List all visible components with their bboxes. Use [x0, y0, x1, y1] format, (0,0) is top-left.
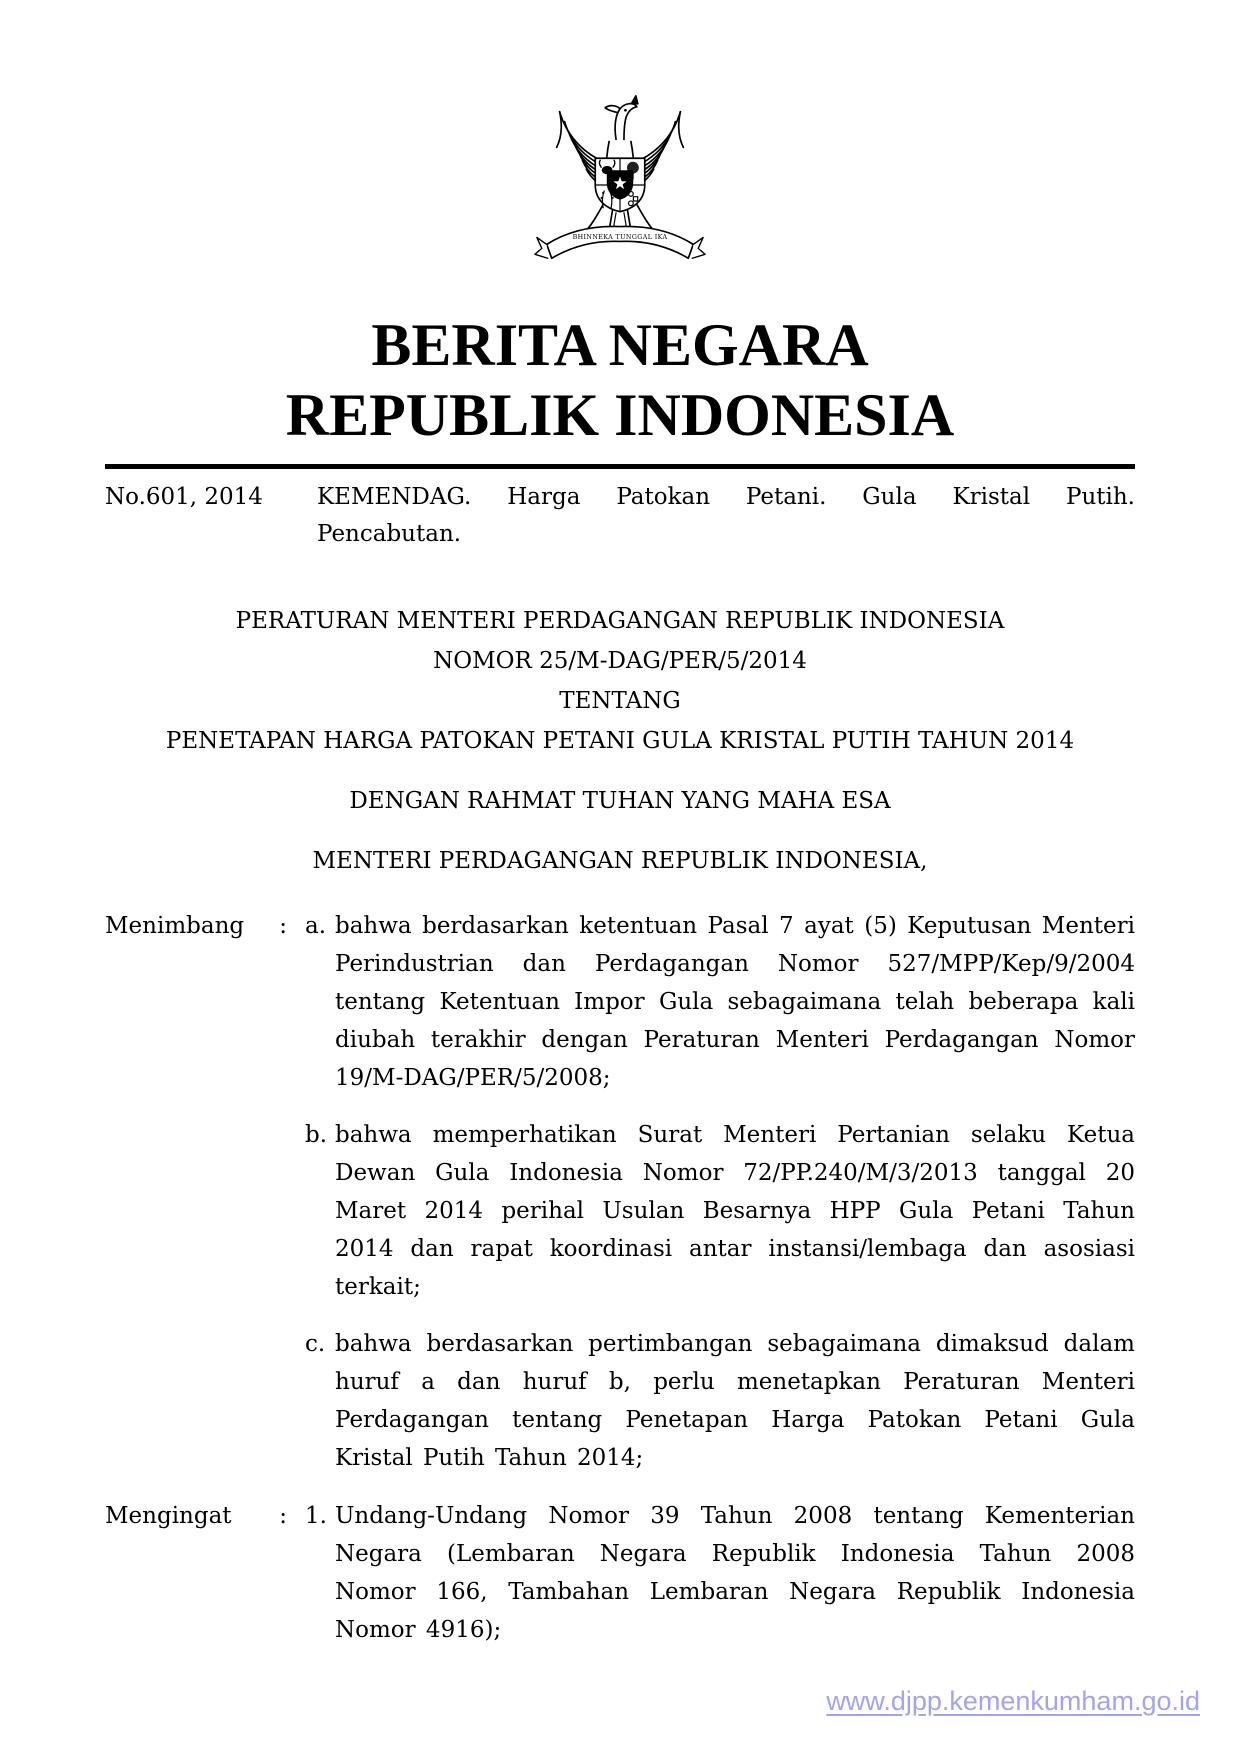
list-item	[305, 907, 1135, 1097]
item-marker: b.	[305, 1122, 328, 1148]
masthead-divider	[105, 464, 1135, 469]
section-mengingat	[105, 1497, 1135, 1649]
item-marker: 1.	[305, 1503, 327, 1529]
masthead-line-2: REPUBLIK INDONESIA	[285, 382, 955, 448]
invocation-line: DENGAN RAHMAT TUHAN YANG MAHA ESA	[349, 788, 891, 814]
mengingat-items	[305, 1497, 1135, 1649]
section-label-text: Menimbang	[105, 913, 245, 939]
section-label-colon: :	[279, 1503, 287, 1529]
menimbang-items	[305, 907, 1135, 1477]
item-marker: a.	[305, 913, 327, 939]
gazette-masthead	[0, 310, 1240, 450]
section-menimbang	[105, 907, 1135, 1477]
gazette-info-row	[105, 479, 1135, 553]
section-label-text: Mengingat	[105, 1503, 232, 1529]
regulation-about-label: TENTANG	[559, 688, 681, 714]
emblem-motto: BHINNEKA TUNGGAL IKA	[572, 233, 668, 241]
regulation-subject: PENETAPAN HARGA PATOKAN PETANI GULA KRISTAL PUTIH TAHUN 2014	[165, 728, 1075, 754]
item-text: bahwa berdasarkan ketentuan Pasal 7 ayat (5) Keputusan Menteri Perindustrian dan Perdagangan Nomor 527/MPP/Kep/9/2004 tentang Ketentuan Impor Gula sebagaimana telah beberapa kali diubah terakhir dengan Peraturan Menteri Perdagangan Nomor 19/M-DAG/PER/5/2008;	[335, 913, 1135, 1091]
emblem-wrap	[0, 0, 1240, 292]
item-text: bahwa berdasarkan pertimbangan sebagaimana dimaksud dalam huruf a dan huruf b, perlu menetapkan Peraturan Menteri Perdagangan tentang Penetapan Harga Patokan Petani Gula Kristal Putih Tahun 2014;	[335, 1331, 1135, 1471]
footer-link[interactable]: www.djpp.kemenkumham.go.id	[826, 1686, 1200, 1716]
issuing-authority-line: MENTERI PERDAGANGAN REPUBLIK INDONESIA,	[312, 848, 928, 874]
regulation-headings	[105, 601, 1135, 881]
item-text: bahwa memperhatikan Surat Menteri Pertanian selaku Ketua Dewan Gula Indonesia Nomor 72/PP.240/M/3/2013 tanggal 20 Maret 2014 perihal Usulan Besarnya HPP Gula Petani Tahun 2014 dan rapat koordinasi antar instansi/lembaga dan asosiasi terkait;	[335, 1122, 1135, 1300]
gazette-subject: KEMENDAG. Harga Patokan Petani. Gula Kristal Putih. Pencabutan.	[317, 484, 1135, 547]
gazette-number: No.601, 2014	[105, 484, 263, 510]
masthead-line-1: BERITA NEGARA	[371, 312, 869, 378]
list-item	[305, 1497, 1135, 1649]
item-text: Undang-Undang Nomor 39 Tahun 2008 tentang Kementerian Negara (Lembaran Negara Republik Indonesia Tahun 2008 Nomor 166, Tambahan Lembaran Negara Republik Indonesia Nomor 4916);	[335, 1503, 1135, 1643]
section-label-mengingat	[105, 1497, 305, 1535]
garuda-pancasila-emblem	[521, 80, 719, 288]
list-item	[305, 1116, 1135, 1306]
section-label-colon: :	[279, 913, 287, 939]
list-item	[305, 1325, 1135, 1477]
regulation-number: NOMOR 25/M-DAG/PER/5/2014	[433, 648, 807, 674]
item-marker: c.	[305, 1331, 326, 1357]
regulation-title: PERATURAN MENTERI PERDAGANGAN REPUBLIK INDONESIA	[235, 608, 1005, 634]
section-label-menimbang	[105, 907, 305, 945]
